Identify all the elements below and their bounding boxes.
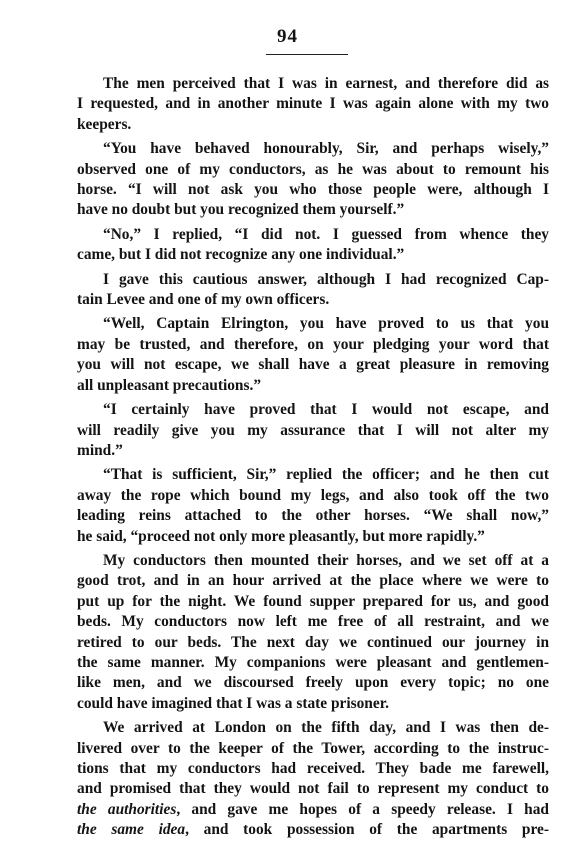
text-line: “No,” I replied, “I did not. I guessed from whence they (103, 225, 549, 243)
text-line: tions that my conductors had received. They bade me farewell, (77, 760, 549, 777)
text-line: retired to our beds. The next day we continued our journey in (77, 633, 549, 651)
text-line: “You have behaved honourably, Sir, and perhaps wisely,” (103, 140, 549, 158)
italic-phrase: the same idea (77, 821, 186, 839)
paragraph-3 (77, 225, 549, 266)
paragraph-1 (77, 74, 549, 135)
text-line: like men, and we discoursed freely upon every topic; no one (77, 674, 549, 692)
text-line: and promised that they would not fail to represent my conduct to (77, 780, 549, 798)
paragraph-6 (77, 400, 549, 461)
text-line: horse. “I will not ask you who those people were, although I (77, 181, 549, 199)
paragraph-7 (77, 465, 549, 547)
text-span: , and took possession of the apartments pre- (185, 821, 549, 839)
text-line: observed one of my conductors, as he was about to remount his (77, 160, 549, 178)
text-line: I requested, and in another minute I was again alone with my two (77, 95, 549, 113)
text-span: , and gave me hopes of a speedy release. I had (176, 800, 549, 818)
text-line: the same manner. My companions were pleasant and gentlemen- (77, 653, 549, 671)
text-line: he said, “proceed not only more pleasantly, but more rapidly.” (77, 527, 485, 545)
paragraph-5 (77, 314, 549, 396)
paragraph-8 (77, 551, 549, 714)
text-line: have no doubt but you recognized them yourself.” (77, 201, 405, 219)
text-line: away the rope which bound my legs, and also took off the two (77, 486, 549, 504)
text-line: “That is sufficient, Sir,” replied the officer; and he then cut (103, 466, 549, 484)
text-line: good trot, and in an hour arrived at the place where we were to (77, 572, 549, 590)
header-rule (266, 54, 348, 55)
text-line: could have imagined that I was a state prisoner. (77, 694, 389, 712)
text-line (77, 820, 549, 840)
paragraph-4 (77, 270, 549, 311)
text-line: “Well, Captain Elrington, you have proved to us that you (103, 315, 549, 333)
text-line: The men perceived that I was in earnest, and therefore did as (103, 75, 549, 92)
paragraph-2 (77, 139, 549, 221)
text-line: mind.” (77, 441, 123, 459)
text-line: I gave this cautious answer, although I had recognized Cap- (103, 270, 549, 288)
body-text (77, 74, 549, 841)
paragraph-9 (77, 718, 549, 840)
text-line: My conductors then mounted their horses, and we set off at a (103, 551, 549, 569)
text-line: may be trusted, and therefore, on your pledging your word that (77, 335, 549, 353)
text-line: leading reins attached to the other horses. “We shall now,” (77, 507, 549, 525)
italic-phrase: the authorities (77, 800, 177, 818)
text-line: came, but I did not recognize any one individual.” (77, 246, 405, 264)
text-line: “I certainly have proved that I would not escape, and (103, 401, 549, 419)
text-line: livered over to the keeper of the Tower, according to the instruc- (77, 739, 549, 757)
text-line: keepers. (77, 115, 132, 133)
text-line: all unpleasant precautions.” (77, 376, 262, 394)
text-line: you will not escape, we shall have a great pleasure in removing (77, 356, 549, 374)
text-line: put up for the night. We found supper prepared for us, and good (77, 592, 549, 610)
page-number: 94 (277, 26, 298, 47)
text-line (77, 800, 549, 820)
text-line: We arrived at London on the fifth day, and I was then de- (103, 719, 549, 737)
text-line: tain Levee and one of my own officers. (77, 291, 330, 309)
text-line: will readily give you my assurance that I will not alter my (77, 421, 549, 439)
text-line: beds. My conductors now left me free of all restraint, and we (77, 613, 549, 631)
